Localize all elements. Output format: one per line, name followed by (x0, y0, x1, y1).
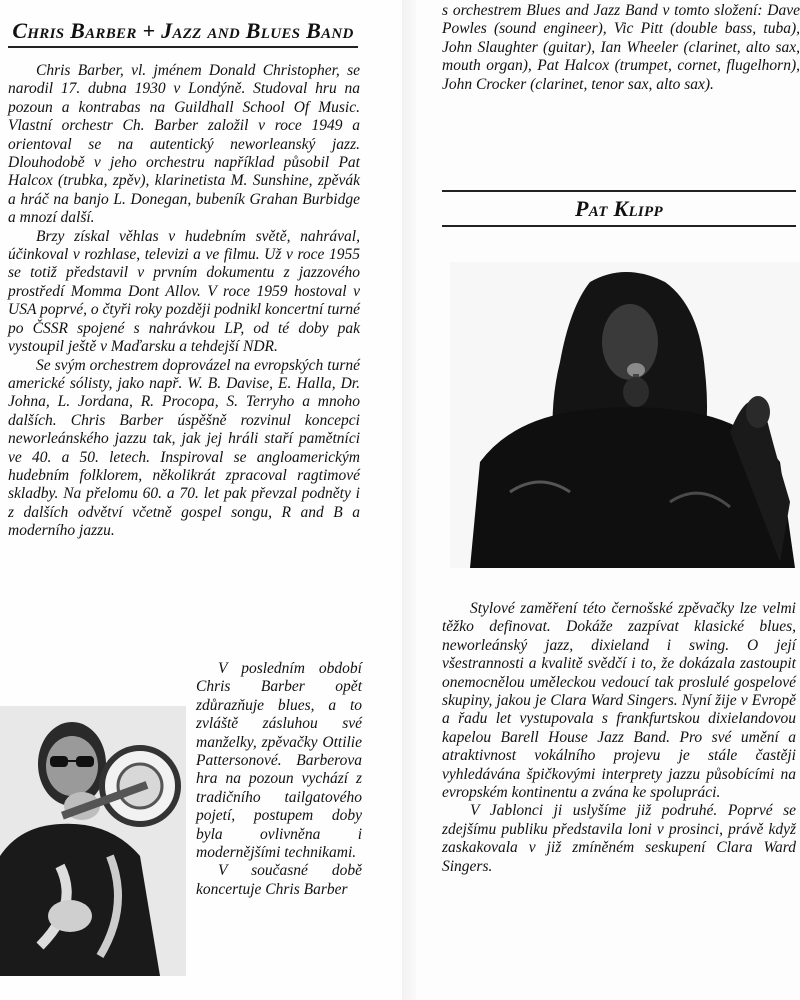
photo-pat-klipp (450, 262, 800, 568)
article-body-chris-barber (8, 62, 360, 541)
paragraph: Se svým orchestrem doprovázel na evropských turné americké sólisty, jako např. W. B. Davise, E. Halla, Dr. Johna, L. Jordana, R. Procopa, S. Terryho a mnoho dalších. Chris Barber úspěšně rozvinul koncepci neworleánského jazzu tak, jak jej hráli staří pamětníci ve 40. a 50. letech. Inspiroval se angloamerickým hudebním folklorem, několikrát zpracoval ragtimové skladby. Na přelomu 60. a 70. let pak převzal podněty i z dalších odvětví včetně gospel songu, R and B a moderního jazzu. (8, 356, 360, 540)
divider-rule (442, 190, 796, 192)
paragraph: V současné době koncertuje Chris Barber (196, 862, 362, 898)
paragraph: V posledním období Chris Barber opět zdůrazňuje blues, a to zvláště zásluhou své manželky, zpěvačky Ottilie Pattersonové. Barberova hra na pozoun vychází z tradičního tailgatového pojetí, postupem doby byla ovlivněna i modernějšími technikami. (196, 660, 362, 862)
paragraph: Stylové zaměření této černošské zpěvačky lze velmi těžko definovat. Dokáže zazpívat klasické blues, neworleánský jazz, dixieland i swing. O její všestrannosti a kvalitě svědčí i to, že dokázala zastoupit onemocnělou uměleckou vedoucí tak proslulé gospelové skupiny, jakou je Clara Ward Singers. Nyní žije v Evropě a řadu let vystupovala s frankfurtskou dixielandovou kapelou Barell House Jazz Band. Pro své umění a atraktivnost vokálního projevu je stále častěji vyhledávána špičkovými interprety jazzu působícími na evropském kontinentu a zvána ke spolupráci. (442, 600, 796, 802)
paragraph: Chris Barber, vl. jménem Donald Christopher, se narodil 17. dubna 1930 v Londýně. Studoval hru na pozoun a kontrabas na Guildhall School Of Music. Vlastní orchestr Ch. Barber založil v roce 1949 a orientoval se na autentický neworleanský jazz. Dlouhodobě v jeho orchestru například působil Pat Halcox (trubka, zpěv), klarinetista M. Sunshine, zpěvák a hráč na banjo L. Donegan, bubeník Grahan Burbidge a mnozí další. (8, 62, 360, 227)
paragraph: s orchestrem Blues and Jazz Band v tomto složení: Dave Powles (sound engineer), Vic Pitt (double bass, tuba), John Slaughter (guitar), Ian Wheeler (clarinet, alto sax, mouth organ), Pat Halcox (trumpet, cornet, flugelhorn), John Crocker (clarinet, tenor sax, alto sax). (442, 2, 800, 93)
right-column (420, 0, 800, 1000)
page-gutter (402, 0, 416, 1000)
paragraph: V Jablonci ji uslyšíme již podruhé. Poprvé se zdejšímu publiku představila loni v prosinci, právě když zaskakovala v již zmíněném seskupení Clara Ward Singers. (442, 802, 796, 875)
article-heading-chris-barber: Chris Barber + Jazz and Blues Band (8, 18, 358, 48)
paragraph: Brzy získal věhlas v hudebním světě, nahrával, účinkoval v rozhlase, televizi a ve filmu. Už v roce 1955 se totiž představil v prvním dokumentu z jazzového prostředí Momma Dont Allov. V roce 1959 hostoval v USA poprvé, o čtyři roky později podnikl koncertní turné po ČSSR spojené s nahrávkou LP, od té doby pak vystoupil ještě v Maďarsku a tehdejší NDR. (8, 227, 360, 356)
photo-chris-barber (0, 706, 186, 976)
article-body-chris-barber-wrap (196, 660, 362, 899)
article-body-pat-klipp (442, 600, 796, 876)
article-heading-pat-klipp: Pat Klipp (442, 196, 796, 227)
article-continuation-chris-barber (442, 2, 800, 94)
